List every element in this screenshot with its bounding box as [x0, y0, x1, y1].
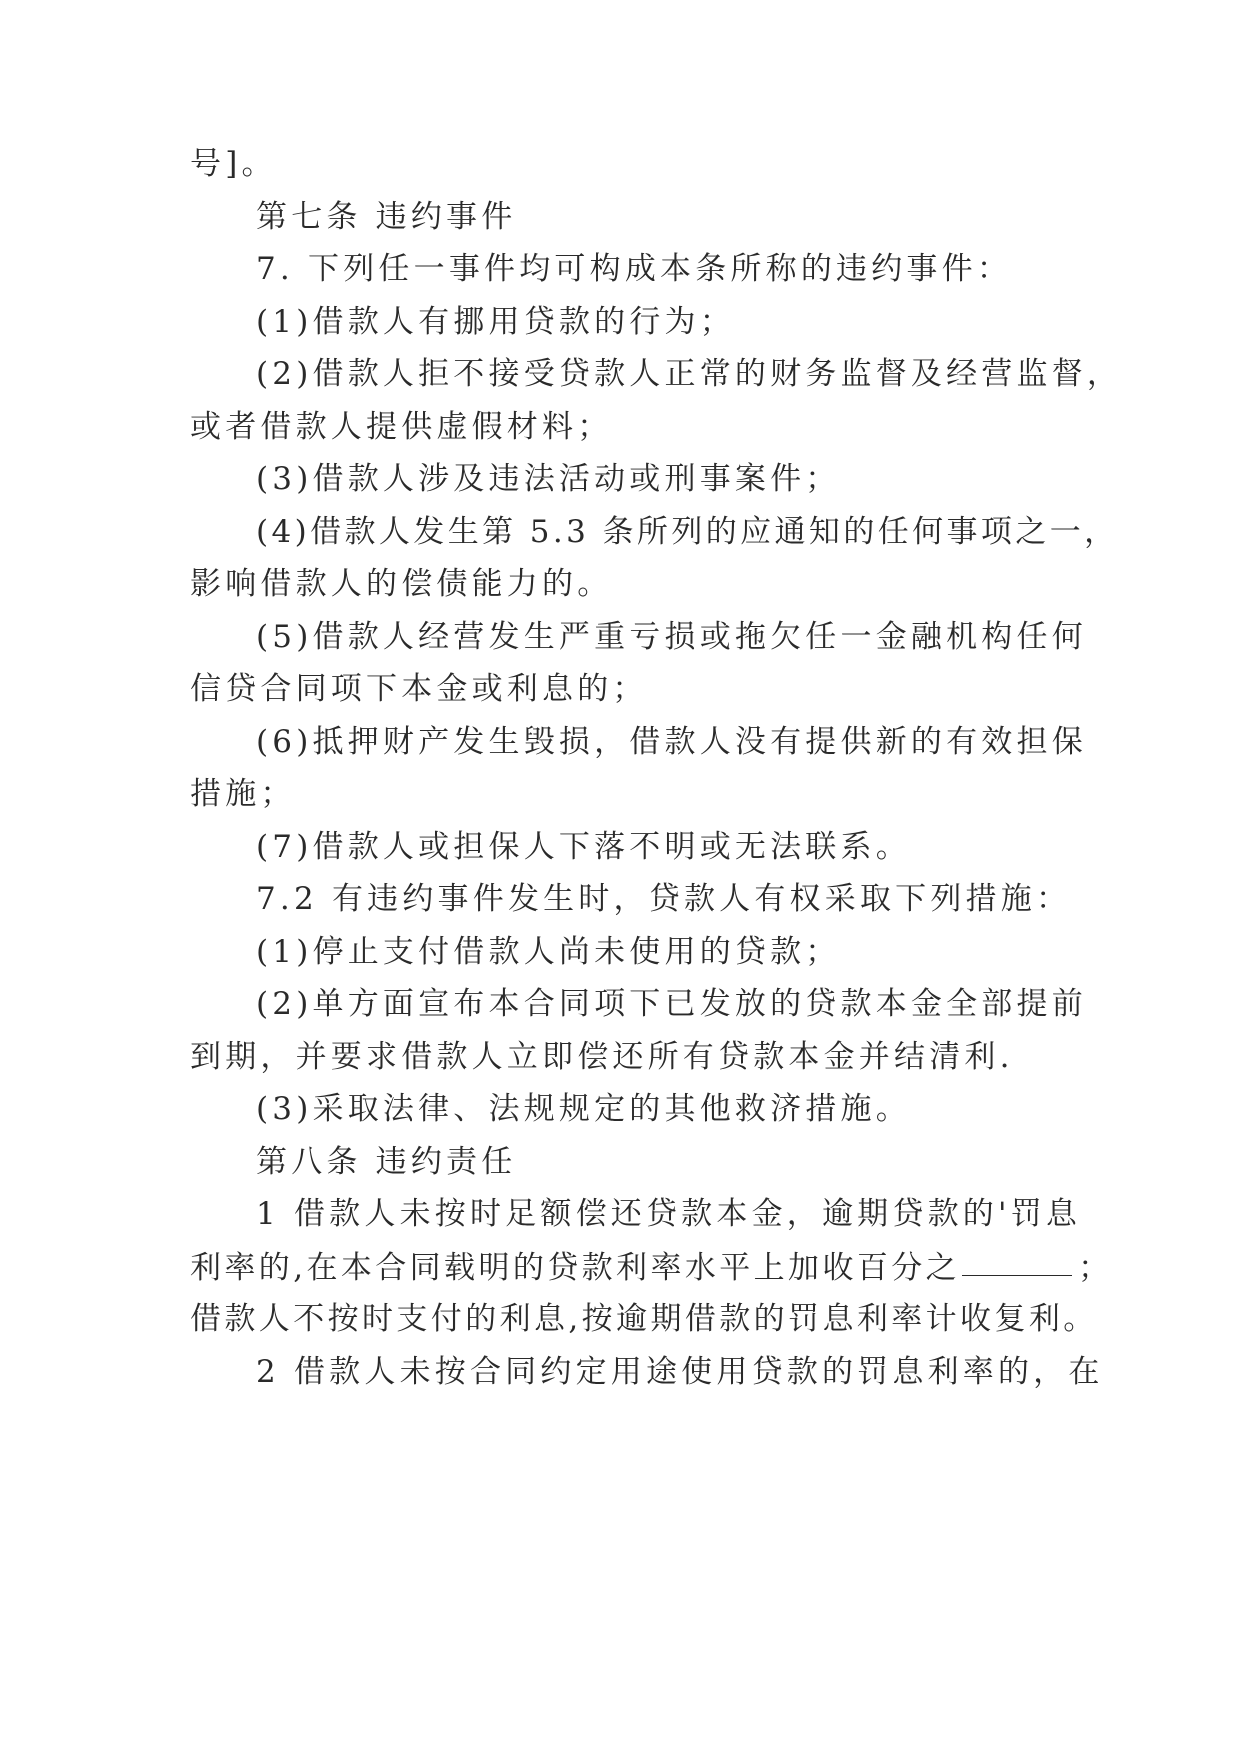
list-item: (4)借款人发生第 5.3 条所列的应通知的任何事项之一，	[256, 514, 1119, 550]
text-line: 7. 下列任一事件均可构成本条所称的违约事件：	[256, 251, 1013, 287]
list-item: (1)停止支付借款人尚未使用的贷款；	[256, 934, 841, 970]
text-segment: ；	[1078, 1250, 1113, 1286]
list-item: (7)借款人或担保人下落不明或无法联系。	[256, 829, 911, 865]
list-item: (5)借款人经营发生严重亏损或拖欠任一金融机构任何	[256, 619, 1087, 655]
list-item: (6)抵押财产发生毁损，借款人没有提供新的有效担保	[256, 724, 1087, 760]
text-line: 2 借款人未按合同约定用途使用贷款的罚息利率的，在	[256, 1354, 1104, 1390]
text-line: 措施；	[190, 776, 296, 812]
text-line: 到期，并要求借款人立即偿还所有贷款本金并结清利.	[190, 1039, 1014, 1075]
list-item: (2)借款人拒不接受贷款人正常的财务监督及经营监督，	[256, 356, 1123, 392]
text-line: 号]。	[190, 146, 277, 182]
list-item: (1)借款人有挪用贷款的行为；	[256, 304, 735, 340]
text-line: 借款人不按时支付的利息,按逾期借款的罚息利率计收复利。	[190, 1301, 1098, 1337]
text-line: 信贷合同项下本金或利息的；	[190, 671, 648, 707]
article-heading: 第八条 违约责任	[256, 1144, 517, 1180]
text-line-with-blank	[0, 1243, 1241, 1291]
text-line: 或者借款人提供虚假材料；	[190, 409, 613, 445]
text-segment: 利率的,在本合同载明的贷款利率水平上加收百分之	[190, 1250, 961, 1286]
text-line: 7.2 有违约事件发生时，贷款人有权采取下列措施：	[256, 881, 1072, 917]
list-item: (2)单方面宣布本合同项下已发放的贷款本金全部提前	[256, 986, 1087, 1022]
fill-in-blank	[962, 1243, 1072, 1276]
article-heading: 第七条 违约事件	[256, 199, 517, 235]
text-line: 1 借款人未按时足额偿还贷款本金，逾期贷款的'罚息	[256, 1196, 1082, 1232]
text-line: 影响借款人的偿债能力的。	[190, 566, 613, 602]
list-item: (3)采取法律、法规规定的其他救济措施。	[256, 1091, 911, 1127]
list-item: (3)借款人涉及违法活动或刑事案件；	[256, 461, 841, 497]
